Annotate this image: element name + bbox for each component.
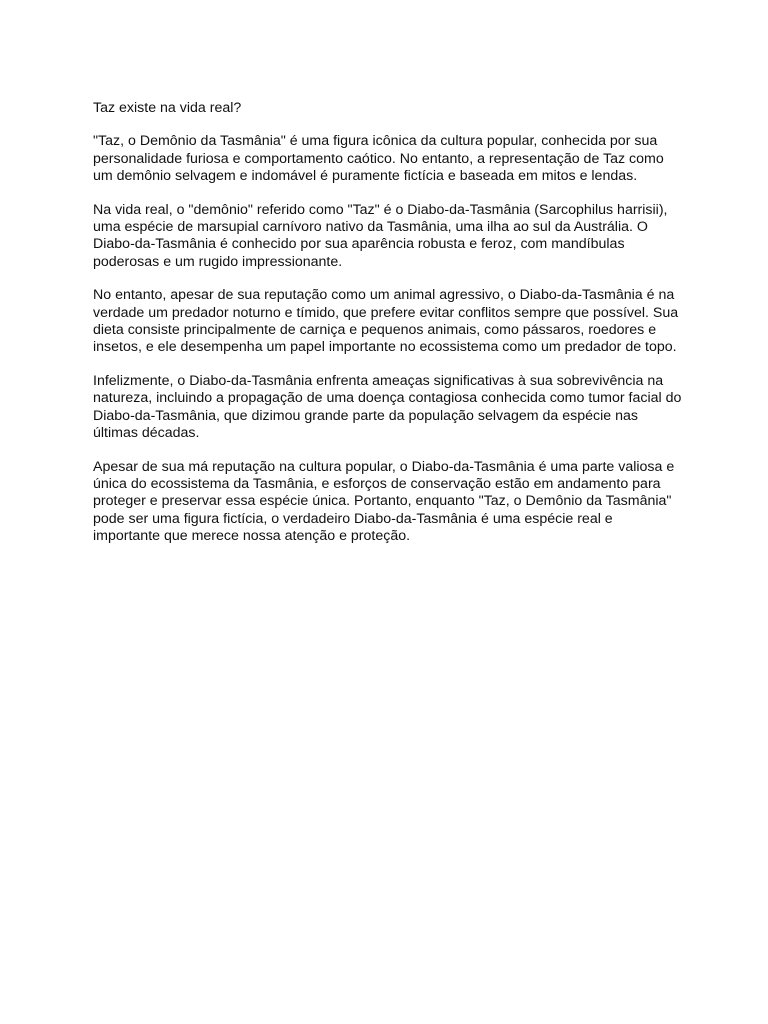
document-title: Taz existe na vida real?: [93, 100, 242, 116]
paragraph-5: Apesar de sua má reputação na cultura popular, o Diabo-da-Tasmânia é uma parte valiosa e única do ecossistema da Tasmânia, e esforços de conservação estão em andamento para proteger e preservar essa espécie única. Portanto, enquanto "Taz, o Demônio da Tasmânia" pode ser uma figura fictícia, o verdadeiro Diabo-da-Tasmânia é uma espécie real e importante que merece nossa atenção e proteção.: [93, 458, 675, 545]
paragraph-4: Infelizmente, o Diabo-da-Tasmânia enfrenta ameaças significativas à sua sobrevivência na natureza, incluindo a propagação de uma doença contagiosa conhecida como tumor facial do Diabo-da-Tasmânia, que dizimou grande parte da população selvagem da espécie nas últimas décadas.: [93, 372, 682, 442]
paragraph-1: "Taz, o Demônio da Tasmânia" é uma figura icônica da cultura popular, conhecida por sua personalidade furiosa e comportamento caótico. No entanto, a representação de Taz como um demônio selvagem e indomável é puramente fictícia e baseada em mitos e lendas.: [93, 133, 664, 185]
paragraph-3: No entanto, apesar de sua reputação como um animal agressivo, o Diabo-da-Tasmânia é na verdade um predador noturno e tímido, que prefere evitar conflitos sempre que possível. Sua dieta consiste principalmente de carniça e pequenos animais, como pássaros, roedores e insetos, e ele desempenha um papel importante no ecossistema como um predador de topo.: [93, 287, 679, 356]
document-body: [93, 100, 683, 562]
paragraph-2: Na vida real, o "demônio" referido como "Taz" é o Diabo-da-Tasmânia (Sarcophilus harrisii), uma espécie de marsupial carnívoro nativo da Tasmânia, uma ilha ao sul da Austrália. O Diabo-da-Tasmânia é conhecido por sua aparência robusta e feroz, com mandíbulas poderosas e um rugido impressionante.: [93, 201, 668, 270]
